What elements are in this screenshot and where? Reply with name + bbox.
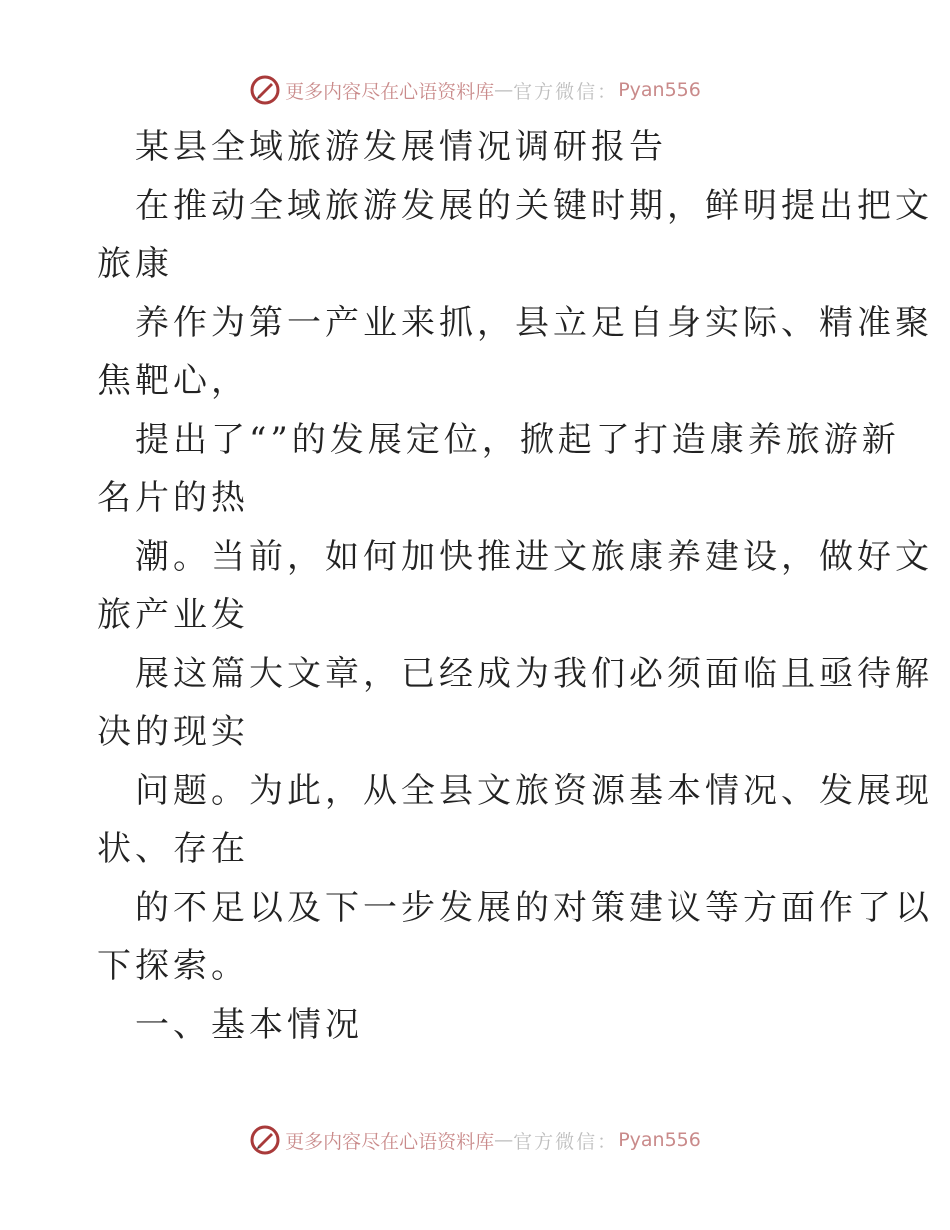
section-heading: 一、基本情况 [135,1004,363,1045]
watermark-wechat-id: Pyan556 [618,79,701,101]
text-line: 名片的热 [97,478,249,518]
text-line: 旅康 [97,244,173,284]
watermark-dash: — [494,79,514,101]
document-title: 某县全域旅游发展情况调研报告 [135,127,667,167]
text-line: 潮。当前，如何加快推进文旅康养建设，做好文 [135,536,933,577]
text-line: 状、存在 [97,829,249,869]
watermark-text: 更多内容尽在心语资料库 [285,1130,495,1153]
text-line: 展这篇大文章，已经成为我们必须面临且亟待解 [135,653,933,694]
watermark-wechat-label: 官方微信： [513,1130,619,1153]
footer-watermark [0,1120,950,1160]
document-body [97,118,933,1054]
text-line: 在推动全域旅游发展的关键时期，鲜明提出把文 [135,185,933,226]
watermark-text: 更多内容尽在心语资料库 [285,80,495,103]
header-watermark [0,70,950,110]
quill-seal-icon [249,74,281,106]
watermark-wechat-id: Pyan556 [618,1129,701,1151]
quill-seal-icon [249,1124,281,1156]
text-line: 决的现实 [97,712,249,752]
text-line: 下探索。 [97,946,249,986]
watermark-wechat-label: 官方微信： [513,80,619,103]
text-line: 养作为第一产业来抓，县立足自身实际、精准聚 [135,302,933,343]
text-line: 焦靶心， [97,361,249,401]
text-line: 问题。为此，从全县文旅资源基本情况、发展现 [135,770,933,811]
text-line: 提出了“”的发展定位，掀起了打造康养旅游新 [135,419,900,460]
watermark-dash: — [494,1129,514,1151]
text-line: 旅产业发 [97,595,249,635]
text-line: 的不足以及下一步发展的对策建议等方面作了以 [135,887,933,928]
